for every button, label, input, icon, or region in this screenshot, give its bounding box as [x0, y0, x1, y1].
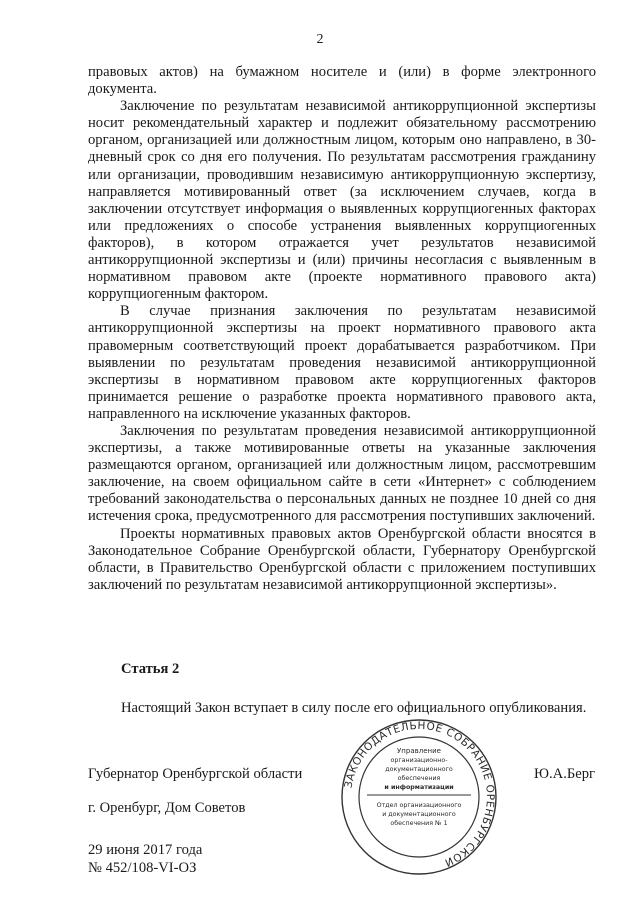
paragraph: Заключения по результатам проведения независимой антикоррупционной экспертизы, а также мотивированные ответы на указанные заключения размещаются органом, организацией или должностным лицом, рассмотревшим заключение, на своем официальном сайте в сети «Интернет» с соблюдением требований законодательства о персональных данных не позднее 10 дней со дня истечения срока, предусмотренного для рассмотрения поступивших заключений. — [88, 422, 596, 525]
paragraph: Заключение по результатам независимой антикоррупционной экспертизы носит рекомендательный характер и подлежит обязательному рассмотрению органом, организацией или должностным лицом, которым оно направлено, в 30-дневный срок со дня его получения. По результатам рассмотрения гражданину или организации, проводившим независимую антикоррупционную экспертизу, направляется мотивированный ответ (за исключением случаев, когда в заключении отсутствует информация о выявленных коррупциогенных факторах или предложениях о способе устранения выявленных коррупциогенных факторов), в котором отражается учет результатов независимой антикоррупционной экспертизы и (или) причины несогласия с выявленным в нормативном правовом акте (проекте нормативного правового акта) коррупциогенным фактором. — [88, 98, 596, 303]
stamp-line: организационно- — [390, 757, 448, 764]
paragraph: правовых актов) на бумажном носителе и (или) в форме электронного документа. — [88, 64, 596, 98]
document-date: 29 июня 2017 года — [88, 842, 203, 858]
document-number: № 452/108-VI-ОЗ — [88, 860, 197, 876]
stamp-line: и информатизации — [384, 784, 454, 791]
document-body — [88, 64, 596, 594]
law-text: Настоящий Закон вступает в силу после его официального опубликования. — [121, 700, 587, 716]
stamp-line: и документационного — [382, 811, 456, 818]
signatory-name: Ю.А.Берг — [534, 766, 595, 782]
page-number: 2 — [316, 32, 324, 47]
stamp-line: Отдел организационного — [376, 802, 462, 809]
stamp-line: документационного — [385, 766, 453, 773]
stamp-ring-textpath: ЗАКОНОДАТЕЛЬНОЕ СОБРАНИЕ ОРЕНБУРГСКОЙ — [342, 719, 497, 869]
signatory-title: Губернатор Оренбургской области — [88, 766, 303, 782]
stamp-line: Управление — [397, 747, 441, 755]
place-of-signing: г. Оренбург, Дом Советов — [88, 800, 246, 816]
stamp-line: обеспечения — [397, 775, 441, 782]
stamp-line: обеспечения № 1 — [390, 820, 448, 827]
paragraph: Проекты нормативных правовых актов Оренбургской области вносятся в Законодательное Собрание Оренбургской области, Губернатору Оренбургской области, в Правительство Оренбургской области с приложением поступивших заключений по результатам независимой антикоррупционной экспертизы». — [88, 525, 596, 593]
article-heading: Статья 2 — [121, 661, 180, 677]
official-stamp — [339, 717, 499, 877]
paragraph: В случае признания заключения по результатам независимой антикоррупционной экспертизы на проект нормативного правового акта правомерным соответствующий проект дорабатывается разработчиком. При выявлении по результатам проведения независимой антикоррупционной экспертизы в нормативном правовом акте коррупциогенных факторов принимается решение о разработке проекта нормативного правового акта, направленного на исключение указанных факторов. — [88, 303, 596, 422]
